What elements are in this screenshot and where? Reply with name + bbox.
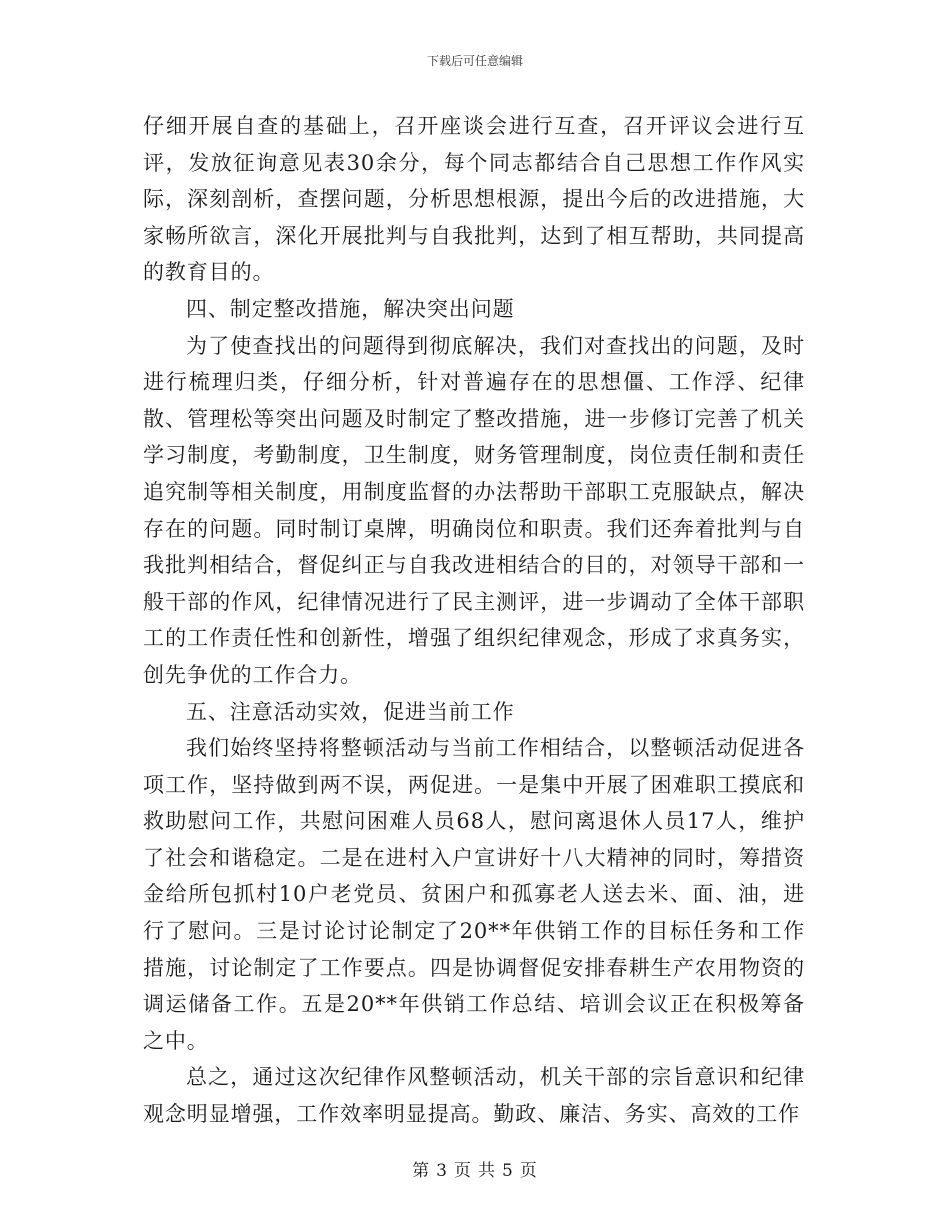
- footer-label-total: 共: [478, 1161, 496, 1181]
- paragraph-3: 我们始终坚持将整顿活动与当前工作相结合，以整顿活动促进各项工作，坚持做到两不误，两促进。一是集中开展了困难职工摸底和救助慰问工作，共慰问困难人员68人，慰问离退休人员17人，维护了社会和谐稳定。二是在进村入户宣讲好十八大精神的同时，筹措资金给所包抓村10户老党员、贫困户和孤寡老人送去米、面、油，进行了慰问。三是讨论讨论制定了20**年供销工作的目标任务和工作措施，讨论制定了工作要点。四是协调督促安排春耕生产农用物资的调运储备工作。五是20**年供销工作总结、培训会议正在积极筹备之中。: [143, 736, 805, 1053]
- current-page-number: 3: [436, 1161, 448, 1181]
- section-heading-5: 五、注意活动实效，促进当前工作: [186, 699, 515, 724]
- footer-label-page: 第: [412, 1161, 431, 1181]
- page-header: 下载后可任意编辑: [426, 54, 523, 68]
- footer-label-total-unit: 页: [519, 1161, 538, 1181]
- page-footer: [0, 1156, 950, 1181]
- document-body: [143, 108, 805, 1133]
- paragraph-1: 仔细开展自查的基础上，召开座谈会进行互查，召开评议会进行互评，发放征询意见表30余分，每个同志都结合自己思想工作作风实际，深刻剖析，查摆问题，分析思想根源，提出今后的改进措施，大家畅所欲言，深化开展批判与自我批判，达到了相互帮助，共同提高的教育目的。: [143, 114, 805, 285]
- section-heading-4: 四、制定整改措施，解决突出问题: [186, 296, 515, 321]
- paragraph-2: 为了使查找出的问题得到彻底解决，我们对查找出的问题，及时进行梳理归类，仔细分析，针对普遍存在的思想僵、工作浮、纪律散、管理松等突出问题及时制定了整改措施，进一步修订完善了机关学习制度，考勤制度，卫生制度，财务管理制度，岗位责任制和责任追究制等相关制度，用制度监督的办法帮助干部职工克服缺点，解决存在的问题。同时制订桌牌，明确岗位和职责。我们还奔着批判与自我批判相结合，督促纠正与自我改进相结合的目的，对领导干部和一般干部的作风，纪律情况进行了民主测评，进一步调动了全体干部职工的工作责任性和创新性，增强了组织纪律观念，形成了求真务实，创先争优的工作合力。: [143, 333, 805, 687]
- footer-label-page-unit: 页: [454, 1161, 472, 1181]
- paragraph-4: 总之，通过这次纪律作风整顿活动，机关干部的宗旨意识和纪律观念明显增强，工作效率明显提高。勤政、廉洁、务实、高效的工作: [143, 1065, 805, 1127]
- total-pages-number: 5: [502, 1161, 514, 1181]
